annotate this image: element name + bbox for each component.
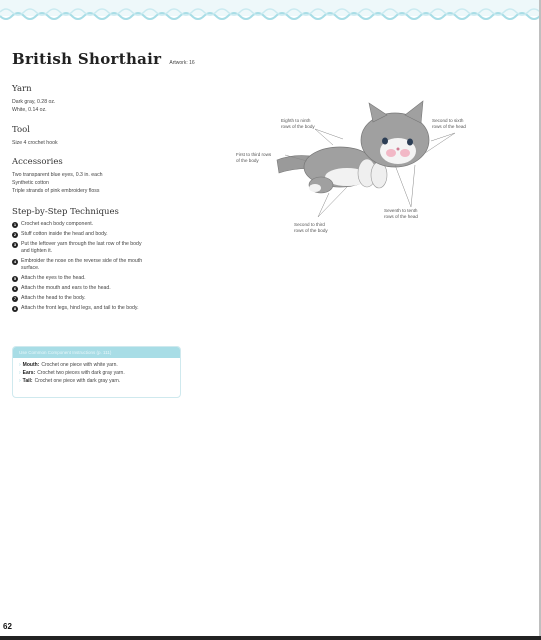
step-text: Embroider the nose on the reverse side of the mouth <box>21 258 143 264</box>
tool-list <box>12 139 58 147</box>
box-item-label: Ears: <box>22 370 36 376</box>
step-item <box>12 285 184 292</box>
callout-line: First to third rows <box>236 152 272 157</box>
step-number: 5 <box>13 275 17 281</box>
accessory-line: Synthetic cotton <box>12 180 49 186</box>
cat-eye <box>382 138 388 145</box>
callout-line: rows of the body <box>281 123 315 129</box>
cat-eye <box>407 139 413 146</box>
callout-line: Second to third <box>294 222 325 227</box>
callout-body-rows-8-9 <box>281 118 315 129</box>
box-item-label: Mouth: <box>22 362 40 368</box>
callout-line: Second to sixth <box>432 118 464 123</box>
callout-body-rows-2-3 <box>294 222 328 233</box>
accessory-line: Two transparent blue eyes, 0.3 in. each <box>12 172 103 178</box>
step-item <box>12 258 184 272</box>
step-text: Crochet each body component. <box>21 221 94 227</box>
step-text: Stuff cotton inside the head and body. <box>21 231 108 237</box>
box-item <box>13 369 180 377</box>
callout-line: Eighth to ninth <box>281 118 311 123</box>
step-text-cont: surface. <box>21 265 40 271</box>
step-number: 7 <box>13 295 17 301</box>
callout-line: Seventh to tenth <box>384 208 418 213</box>
box-item-label: Tail: <box>22 378 33 384</box>
box-item-text: Crochet two pieces with dark gray yarn. <box>37 370 125 376</box>
box-item <box>13 361 180 369</box>
step-number: 6 <box>13 285 17 291</box>
step-number: 4 <box>13 258 17 264</box>
top-wave-border <box>0 0 541 30</box>
yarn-heading: Yarn <box>12 84 32 94</box>
box-item <box>13 377 180 385</box>
step-item <box>12 305 184 312</box>
step-item <box>12 221 184 228</box>
accessories-heading: Accessories <box>12 157 63 167</box>
accessory-line: Triple strands of pink embroidery floss <box>12 188 100 194</box>
step-text: Put the leftover yarn through the last row of the body <box>21 241 142 247</box>
step-number: 8 <box>13 305 17 311</box>
step-text-cont: and tighten it. <box>21 248 53 254</box>
callout-line: rows of the body <box>294 227 328 233</box>
box-item-text: Crochet one piece with white yarn. <box>41 362 118 368</box>
steps-list <box>12 221 184 315</box>
arrow-icon: › <box>19 362 21 368</box>
yarn-line: Dark gray, 0.28 oz. <box>12 99 56 105</box>
callout-head-rows-7-10 <box>384 208 418 219</box>
step-number: 1 <box>13 221 17 227</box>
arrow-icon: › <box>19 370 21 376</box>
page-number: 62 <box>3 622 12 631</box>
step-text: Attach the head to the body. <box>21 295 86 301</box>
cat-diagram <box>255 95 485 235</box>
step-item <box>12 231 184 238</box>
step-text: Attach the front legs, hind legs, and tail to the body. <box>21 305 139 311</box>
step-number: 3 <box>13 241 17 247</box>
tool-line: Size 4 crochet hook <box>12 140 58 146</box>
cat-cheek <box>386 149 396 157</box>
callout-head-rows-2-6 <box>432 118 466 129</box>
callout-line: rows of the head <box>384 213 418 219</box>
component-instructions-box <box>12 346 181 398</box>
cat-hind-paw <box>309 184 321 192</box>
cat-cheek <box>400 149 410 157</box>
step-text: Attach the eyes to the head. <box>21 275 86 281</box>
callout-line: rows of the head <box>432 123 466 129</box>
cat-nose <box>397 148 400 151</box>
artwork-label: Artwork: 16 <box>169 60 195 66</box>
step-item <box>12 275 184 282</box>
steps-heading: Step-by-Step Techniques <box>12 207 119 217</box>
callout-body-rows-1-3 <box>236 152 271 163</box>
arrow-icon: › <box>19 378 21 384</box>
yarn-list <box>12 98 55 114</box>
yarn-line: White, 0.14 oz. <box>12 107 47 113</box>
bottom-rule <box>0 636 541 640</box>
accessories-list <box>12 171 103 195</box>
page-title: British Shorthair <box>12 50 162 68</box>
box-item-text: Crochet one piece with dark gray yarn. <box>34 378 121 384</box>
tool-heading: Tool <box>12 125 30 135</box>
step-item <box>12 295 184 302</box>
title-row <box>12 50 195 68</box>
callout-line: of the body <box>236 157 259 163</box>
step-text: Attach the mouth and ears to the head. <box>21 285 111 291</box>
step-number: 2 <box>13 231 17 237</box>
step-item <box>12 241 184 255</box>
box-header: Use Common Component Instructions (p. 111) <box>13 347 180 358</box>
